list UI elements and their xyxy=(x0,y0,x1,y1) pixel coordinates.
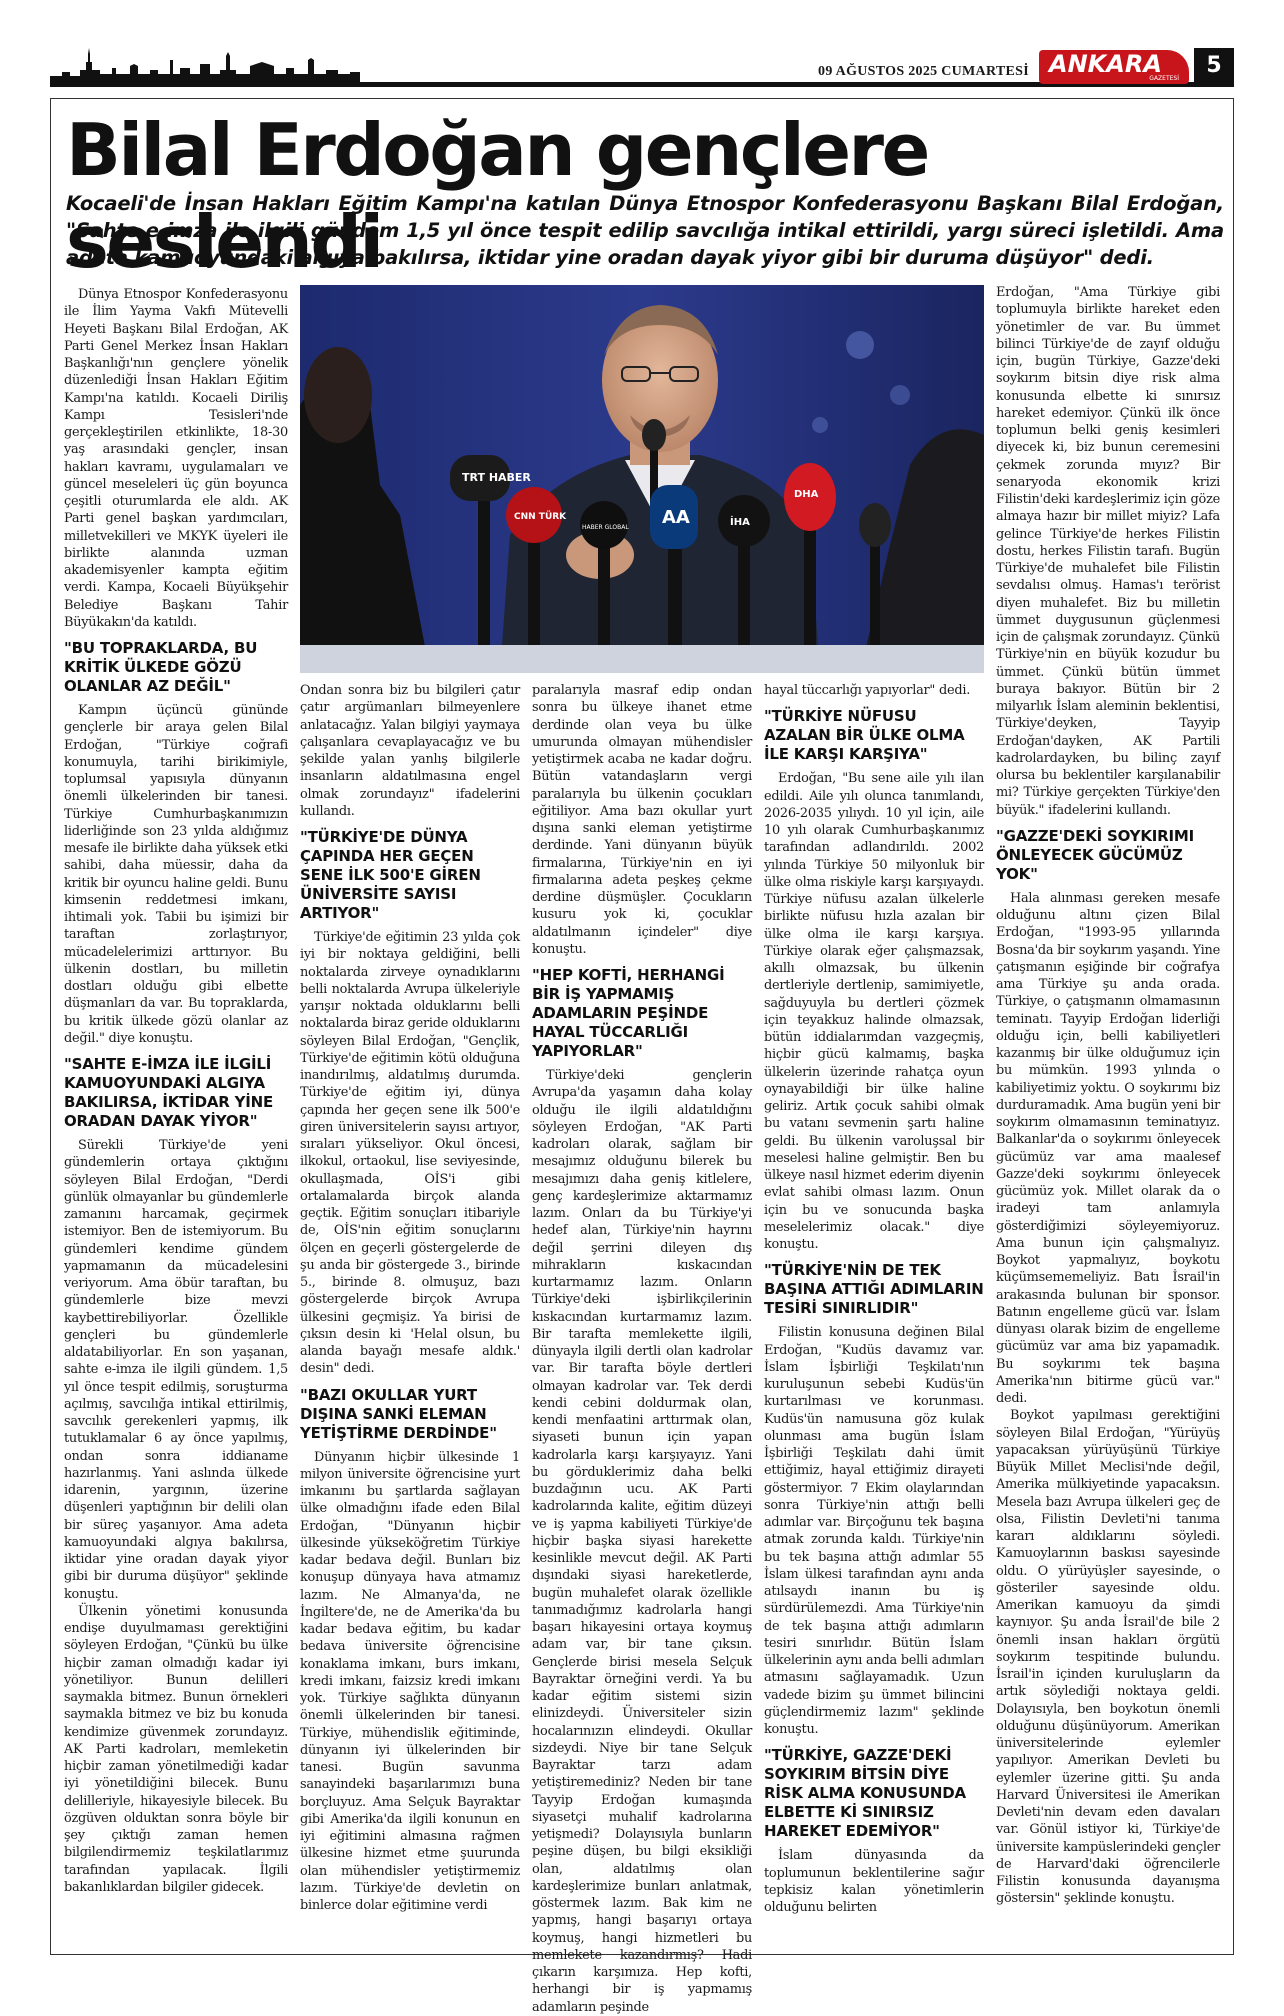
subheading: "TÜRKİYE'DE DÜNYA ÇAPINDA HER GEÇEN SENE İLK 500'E GİREN ÜNİVERSİTE SAYISI ARTIYOR" xyxy=(300,828,481,922)
newspaper-logo xyxy=(1039,50,1189,84)
mic-label: TRT HABER xyxy=(462,471,531,484)
paragraph: Türkiye'deki gençlerin Avrupa'da yaşamın daha kolay olduğu ile ilgili aldatıldığını söyleyen Erdoğan, "AK Parti kadroları olarak, sağlam bir mesajımız olduğunu bilerek bu mesajımızı daha geniş kitlelere, genç kardeşlerimize aktarmamız lazım. Onları da bu Türkiye'yi hedef alan, Türkiye'nin hayrını değil şerrini dileyen dış mihrakların kıskacından kurtarmamız lazım. Onların Türkiye'deki işbirlikçilerinin kıskacından kurtarmamız lazım. Bir tarafta memlekette ilgili, dünyayla ilgili dertli olan kadrolar var. Bir tarafta böyle dertleri olmayan kadrolar var. Tek derdi kendi cebini doldurmak olan, kendi menfaatini arttırmak olan, siyaseti bunun için yapan kadrolarla karşı karşıyayız. Yani bu görduklerimiz daha belki buzdağının ucu. AK Parti kadrolarında kalite, eğitim düzeyi ve iş yapma kabiliyeti Türkiye'de hiçbir başka siyasi harekette kesinlikle mevcut değil. AK Parti dışındaki siyasi hareketlerde, bugün muhalefet olarak özellikle tanımadığımız kadrolarla hangi başarı hikayesini ortaya koymuş adam var, bir tane çıksın. Gençlerde birisi mesela Selçuk Bayraktar örneğini verdi. Ya bu kadar eğitim sistemi sizin elinizdeydi. Üniversiteler sizin hocalarınızın elindeydi. Okullar sizdeydi. Niye bir tane Selçuk Bayraktar tarzı adam yetiştiremediniz? Neden bir tane Tayyip Erdoğan kumaşında siyasetçi muhalif kadrolarına yetişmedi? Dolayısıyla bunların peşine düşen, bu bilgi eksikliği olan, aldatılmış olan kardeşlerimize bunları anlatmak, göstermek lazım. Bak kim ne yapmış, hangi başarıyı ortaya koymuş, hangi hizmetleri bu memlekete kazandırmış? Hadi çıkarın karşımıza. Hep kofti, herhangi bir iş yapmamış adamların peşinde xyxy=(532,1068,752,2015)
subheading: "SAHTE E-İMZA İLE İLGİLİ KAMUOYUNDAKİ ALGIYA BAKILIRSA, İKTİDAR YİNE ORADAN DAYAK YİYOR" xyxy=(64,1055,274,1130)
mic-label: İHA xyxy=(730,517,750,528)
paragraph: hayal tüccarlığı yapıyorlar" dedi. xyxy=(764,683,971,698)
paragraph: Filistin konusuna değinen Bilal Erdoğan, "Kudüs davamız var. İslam İşbirliği Teşkilatı'nın kuruluşunun sebebi Kudüs'ün kurtarılması ve korunması. Kudüs'ün namusuna göz kulak olunması ama bugün İslam İşbirliği Teşkilatı dahi ümit ettiğimiz, hayal ettiğimiz dirayeti göstermiyor. 7 Ekim olaylarından sonra Türkiye'nin attığı belli adımlar var. Birçoğunu tek başına atmak zorunda kaldı. Türkiye'nin bu tek başına attığı adımlar 55 İslam ülkesi tarafından aynı anda atılsaydı inanın bu iş sürdürülemezdi. Ama Türkiye'nin de tek başına attığı adımların tesiri sınırlıdır. Bütün İslam ülkelerinin aynı anda belli adımları atmasını sağlayamadık. Uzun vadede bizim şu ümmet bilincini güçlendirmemiz lazım" şeklinde konuştu. xyxy=(764,1325,984,1737)
subheading: "TÜRKİYE NÜFUSU AZALAN BİR ÜLKE OLMA İLE KARŞI KARŞIYA" xyxy=(764,707,965,764)
issue-date: 09 AĞUSTOS 2025 CUMARTESİ xyxy=(818,64,1029,79)
paragraph: Ülkenin yönetimi konusunda endişe duyulmaması gerektiğini söyleyen Erdoğan, "Çünkü bu ülke hiçbir zaman olmadığı kadar iyi yönetiliyor. Bunun delilleri saymakla bitmez. Bunun örnekleri saymakla bitmez ve biz bu konuda kendimize güvenmek zorundayız. AK Parti kadroları, memleketin hiçbir zaman yönetilmediği kadar iyi yönetildiğini bilecek. Bunu delilleriyle, hikayesiyle bilecek. Bu özgüven olduktan sonra böyle bir şey çıktığı zaman hemen bilgilendirmemiz teşkilatlarımız tarafından yapılacak. İlgili bakanlıklardan bilgiler gidecek. xyxy=(64,1603,288,1895)
headline: Bilal Erdoğan gençlere seslendi xyxy=(66,108,928,284)
logo-subtext: GAZETESİ xyxy=(1149,75,1179,82)
subheading: "GAZZE'DEKİ SOYKIRIMI ÖNLEYECEK GÜCÜMÜZ YOK" xyxy=(996,826,1194,883)
subheading: "TÜRKİYE'NİN DE TEK BAŞINA ATTIĞI ADIMLARIN TESİRİ SINIRLIDIR" xyxy=(764,1261,984,1318)
mic-label: DHA xyxy=(794,489,819,500)
column-5 xyxy=(996,284,1220,1946)
ankara-skyline-graphic xyxy=(50,48,360,84)
article-photo xyxy=(300,285,984,673)
column-2 xyxy=(300,682,520,1944)
paragraph: Sürekli Türkiye'de yeni gündemlerin ortaya çıktığını söyleyen Bilal Erdoğan, "Derdi günlük olmayanlar bu gündemlerle zamanını harcamak, geçirmek istemiyor. Ben de istemiyorum. Bu gündemleri kendime gündem yapmamanın da mücadelesini veriyorum. Ama öbür taraftan, bu gündemlerle bize mevzi kaybettirebiliyorlar. Özellikle gençleri bu gündemlerle aldatabiliyorlar. En son yaşanan, sahte e-imza ile ilgili gündem. 1,5 yıl önce tespit edilmiş, soruşturma açılmış, savcılığa intikal ettirilmiş, savcılık gerekenleri yapmış, ilk tutuklamalar 6 ay önce yapılmış, ondan sonra iddianame hazırlanmış. Yani aslında ülkede idarenin, yargının, üzerine düşenleri yaptığının bir delili olan bir süreç yaşanıyor. Ama adeta kamuoyundaki algıya bakılırsa, iktidar yine oradan dayak yiyor gibi bir duruma düşüyor" şeklinde konuştu. xyxy=(64,1138,288,1602)
paragraph: İslam dünyasında da toplumunun beklentilerine sağır tepkisiz kalan yönetimlerin olduğunu belirten xyxy=(764,1848,984,1915)
column-4 xyxy=(764,682,984,1944)
mic-label: HABER GLOBAL xyxy=(582,524,629,531)
subheading: "BAZI OKULLAR YURT DIŞINA SANKİ ELEMAN YETİŞTİRME DERDİNDE" xyxy=(300,1385,497,1442)
paragraph: Erdoğan, "Bu sene aile yılı ilan edildi. Aile yılı olunca tanımlandı, 2026-2035 yılıydı. 10 yıl için, aile 10 yılı olarak Cumhurbaşkanımız tarafından adlandırıldı. 2002 yılında Türkiye 50 milyonluk bir ülke olma riskiyle karşı karşıyaydı. Türkiye nüfusu azalan ülkelerle birlikte nüfusu hızla azalan bir ülke olma ile karşı karşıya. Türkiye olarak eğer çalışmazsak, akıllı olmazsak, bu ülkenin dertleriyle dertlenip, samimiyetle, sağduyuyla bu dertleri çözmek için teyakkuz halinde olmazsak, bütün iddialarımdan vazgeçmiş, hiçbir gücü kalmamış, başka ülkelerin üzerinde rahatça oyun oynayabildiği bir ülke haline geliriz. Artık çocuk sahibi olmak bu vatanı sevmenin şartı haline geldi. Bu ülkenin varoluşsal bir meselesi haline gelmiştir. Ben bu ülkeye nasıl hizmet ederim diyenin evlat sahibi olması lazım. Onun için bu ve sonucunda başka meselelerimiz olacak." diye konuştu. xyxy=(764,771,984,1252)
page-header xyxy=(50,48,1234,88)
press-conference-image xyxy=(300,285,984,673)
paragraph: Boykot yapılması gerektiğini söyleyen Bilal Erdoğan, "Yürüyüş yapacaksan yürüyüşünü Türkiye Büyük Millet Meclisi'nde değil, Amerika mülkiyetinde yapacaksın. Mesela bazı Avrupa ülkeleri geç de olsa, Filistin Devleti'ni tanıma kararı aldıklarını söyledi. Kamuoylarının baskısı sayesinde oldu. O yürüyüşler sayesinde, o gösteriler sayesinde oldu. Amerikan kamuoyu da şimdi kaynıyor. Şu anda İsrail'de bile 2 önemli insan hakları örgütü soykırım tespitinde bulundu. İsrail'in içinden kuruluşların da artık söylediği noktaya geldi. Dolayısıyla, ben boykotun önemli olduğunu düşünüyorum. Amerikan üniversitelerinde eylemler yapılıyor. Amerikan Devleti bu eylemler üzerine gitti. Şu anda Harvard Üniversitesi ile Amerikan Devleti'nin devam eden davaları var. Gönül istiyor ki, Türkiye'de üniversite kampüslerindeki gençler de Harvard'daki öğrencilerle Filistin konusunda dayanışma göstersin" şeklinde konuştu. xyxy=(996,1408,1220,1907)
paragraph: Dünyanın hiçbir ülkesinde 1 milyon üniversite öğrencisine yurt imkanını bu şartlarda sağlayan ülke olmadığını ifade eden Bilal Erdoğan, "Dünyanın hiçbir ülkesinde yükseköğretim Türkiye kadar bedava değil. Bunları biz konuşup dünyaya hava atmamız lazım. Ne Almanya'da, ne İngiltere'de, ne de Amerika'da bu kadar bedava eğitim, bu kadar bedava üniversite öğrencisine konaklama imkanı, burs imkanı, kredi imkanı, faizsiz kredi imkanı yok. Türkiye sağlıkta dünyanın önemli ülkelerinden bir tanesi. Türkiye, mühendislik eğitiminde, dünyanın iyi ülkelerinden bir tanesi. Bugün savunma sanayindeki başarılarımızı buna borçluyuz. Ama Selçuk Bayraktar gibi Amerika'da ilgili konunun en iyi eğitimini almasına rağmen ülkesine hizmet etme şuurunda olan mühendisler yetiştirmemiz lazım. Türkiye'de devletin on binlerce dolar eğitimine verdi xyxy=(300,1449,520,1913)
page-number: 5 xyxy=(1194,48,1234,84)
logo-text: ANKARA xyxy=(1049,50,1162,78)
paragraph: paralarıyla masraf edip ondan sonra bu ülkeye ihanet etme derdinde olan veya bu ülke umurunda olmayan mühendisler yetiştirmek acaba ne kadar doğru. Bütün vatandaşların vergi paralarıyla bu ülkenin çocukları eğitiliyor. Ama bazı okullar yurt dışına sanki eleman yetiştirme derdinde. Yani dünyanın büyük firmalarına, Türkiye'nin en iyi firmalarına adeta peşkeş çekme derdine düşmüşler. Çocukların kusuru yok ki, çocuklar aldatılmanın içindeler" diye konuştu. xyxy=(532,683,752,957)
paragraph: Erdoğan, "Ama Türkiye gibi toplumuyla birlikte hareket eden yönetimler de var. Bu ümmet bilinci Türkiye'de de zayıf olduğu için, bugün Türkiye, Gazze'deki soykırım bitsin diye risk alma konusunda elbette ki sınırsız hareket edemiyor. Çünkü ilk önce toplumun belki geniş kesimleri diyecek ki, biz bunun ceremesini çekmek zorunda mıyız? Bir senaryoda ekonomik krizi Filistin'deki kardeşlerimiz için göze almaya hazır bir millet miyiz? Lafa gelince Türkiye'de herkes Filistin dostu, herkes Filistin tarafı. Bugün Türkiye'de muhalefet bile Filistin sevdalısı olmuş. Hamas'ı terörist diyen muhalefet. Biz bu milletin ümmet duygusunun güçlenmesi için de çalışmak zorundayız. Çünkü Türkiye'nin en büyük kozudur bu ümmet. Çünkü bütün ümmet buraya bakıyor. Bütün bir 2 milyarlık İslam aleminin beklentisi, Türkiye'deyken, Tayyip Erdoğan'dayken, AK Partili kadrolardayken, bu bilinç zayıf olursa bu beklentiler karşılanabilir mi? Türkiye gerçekten Türkiye'den büyük." ifadelerini kullandı. xyxy=(996,285,1220,818)
paragraph: Türkiye'de eğitimin 23 yılda çok iyi bir noktaya geldiğini, belli noktalarda zirveye oynadıklarını belli noktalarda Avrupa ülkeleriyle yarışır noktada olduklarını belli noktalarda biraz geride olduklarını söyleyen Bilal Erdoğan, "Gençlik, Türkiye'de eğitimin kötü olduğuna inandırılmış, aldatılmış durumda. Türkiye'de eğitim iyi, dünya çapında her geçen sene ilk 500'e giren üniversitelerin sayısı artıyor, sıraları yükseliyor. Okul öncesi, ilkokul, ortaokul, lise seviyesinde, okullaşmada, OİS'i gibi ortalamalarda birçok alanda geçtik. Eğitim sonuçları itibariyle de, OİS'nin eğitim sonuçlarını ölçen en geçerli göstergelerde de şu anda bir göstergede 3., birinde 5., birinde 8. olmuşuz, bazı göstergelerde birçok Avrupa ülkesini geçmişiz. Ya birisi de çıksın desin ki 'Helal olsun, bu alanda bayağı mesafe aldık.' desin" dedi. xyxy=(300,930,521,1377)
paragraph: Ondan sonra biz bu bilgileri çatır çatır argümanları bilmeyenlere anlatacağız. Yalan bilgiyi yaymaya çalışanlara cevaplayacağız ve bu şekilde yalan yanlış bilgilerle insanların aldatılmasına engel olmak zorundayız" ifadelerini kullandı. xyxy=(300,683,520,819)
subheading: "TÜRKİYE, GAZZE'DEKİ SOYKIRIM BİTSİN DİYE RİSK ALMA KONUSUNDA ELBETTE Kİ SINIRSIZ HAREKET EDEMİYOR" xyxy=(764,1746,966,1841)
paragraph: Kampın üçüncü gününde gençlerle bir araya gelen Bilal Erdoğan, "Türkiye coğrafi konumuyla, tarihi birikimiyle, toplumsal yapısıyla dünyanın önemli ülkelerinden bir tanesi. Türkiye Cumhurbaşkanımızın liderliğinde son 23 yılda aldığımız mesafe ile birlikte daha yüksek etki sahibi, daha müessir, daha da kritik bir oyuncu haline geldi. Bunu kimsenin reddetmesi imkanı, ihtimali yok. Tabii bu işimizi bir taraftan zorlaştırıyor, mücadelelerimizi arttırıyor. Bu ülkenin dostları, bu milletin dostları olduğu gibi elbette düşmanları da var. Bu topraklarda, bu kritik ülkede gözü olanlar az değil." diye konuştu. xyxy=(64,703,288,1046)
subheading: "HEP KOFTİ, HERHANGİ BİR İŞ YAPMAMIŞ ADAMLARIN PEŞİNDE HAYAL TÜCCARLIĞI YAPIYORLAR" xyxy=(532,966,725,1060)
article-deck: Kocaeli'de İnsan Hakları Eğitim Kampı'na katılan Dünya Etnospor Konfederasyonu Başkanı Bilal Erdoğan, "Sahte e-imza ile ilgili gündem 1,5 yıl önce tespit edilip savcılığa intikal ettirildi, yargı süreci işletildi. Ama adeta kamuoyundaki algıya bakılırsa, iktidar yine oradan dayak yiyor gibi bir duruma düşüyor" dedi. xyxy=(66,192,1224,269)
paragraph: Dünya Etnospor Konfederasyonu ile İlim Yayma Vakfı Mütevelli Heyeti Başkanı Bilal Erdoğan, AK Parti Genel Merkez İnsan Hakları Başkanlığı'nın gençlere yönelik düzenlediği İnsan Hakları Eğitim Kampı'na katıldı. Kocaeli Diriliş Kampı Tesisleri'nde gerçekleştirilen etkinlikte, 18-30 yaş arasındaki gençler, insan hakları kavramı, uygulamaları ve güncel meseleleri üç gün boyunca çeşitli oturumlarda ele aldı. AK Parti genel başkan yardımcıları, milletvekilleri ve MKYK üyeleri ile birlikte alanında uzman akademisyenler kampta eğitim verdi. Kampa, Kocaeli Büyükşehir Belediye Başkanı Tahir Büyükakın'da katıldı. xyxy=(64,287,288,630)
subheading: "BU TOPRAKLARDA, BU KRİTİK ÜLKEDE GÖZÜ OLANLAR AZ DEĞİL" xyxy=(64,639,258,695)
column-3 xyxy=(532,682,752,2015)
mic-label: CNN TÜRK xyxy=(514,512,567,522)
column-1 xyxy=(64,286,288,1946)
mic-label: AA xyxy=(662,507,690,528)
paragraph: Hala alınması gereken mesafe olduğunu altını çizen Bilal Erdoğan, "1993-95 yıllarında Bosna'da bir soykırım yaşandı. Yine çatışmanın eşiğinde bir coğrafya ama Türkiye şu anda orada. Türkiye, o çatışmanın olmamasının teminatı. Tayyip Erdoğan liderliği olduğu için, belli kabiliyetleri kazanmış bir ülke olduğumuz için bu mümkün. 1993 yılında o kabiliyetimiz yoktu. O soykırımı biz durduramadık. Ama bugün yeni bir soykırım olmamasının teminatıyız. Balkanlar'da o soykırımı önleyecek gücümüz var ama maalesef Gazze'deki soykırımı önleyecek gücümüz yok. Millet olarak da o iradeyi tam anlamıyla gösterdiğimizi söyleyemiyoruz. Ama bunun için çalışmalıyız. Boykot yapmalıyız, boykotu küçümsememeliyiz. Batı İsrail'in arakasında bulunan bir sponsor. Batının engelleme gücü var. İslam dünyası olarak bizim de engelleme gücümüz var ama biz yapamadık. Bu soykırımı tek başına Amerika'nın bitirme gücü var." dedi. xyxy=(996,890,1220,1406)
